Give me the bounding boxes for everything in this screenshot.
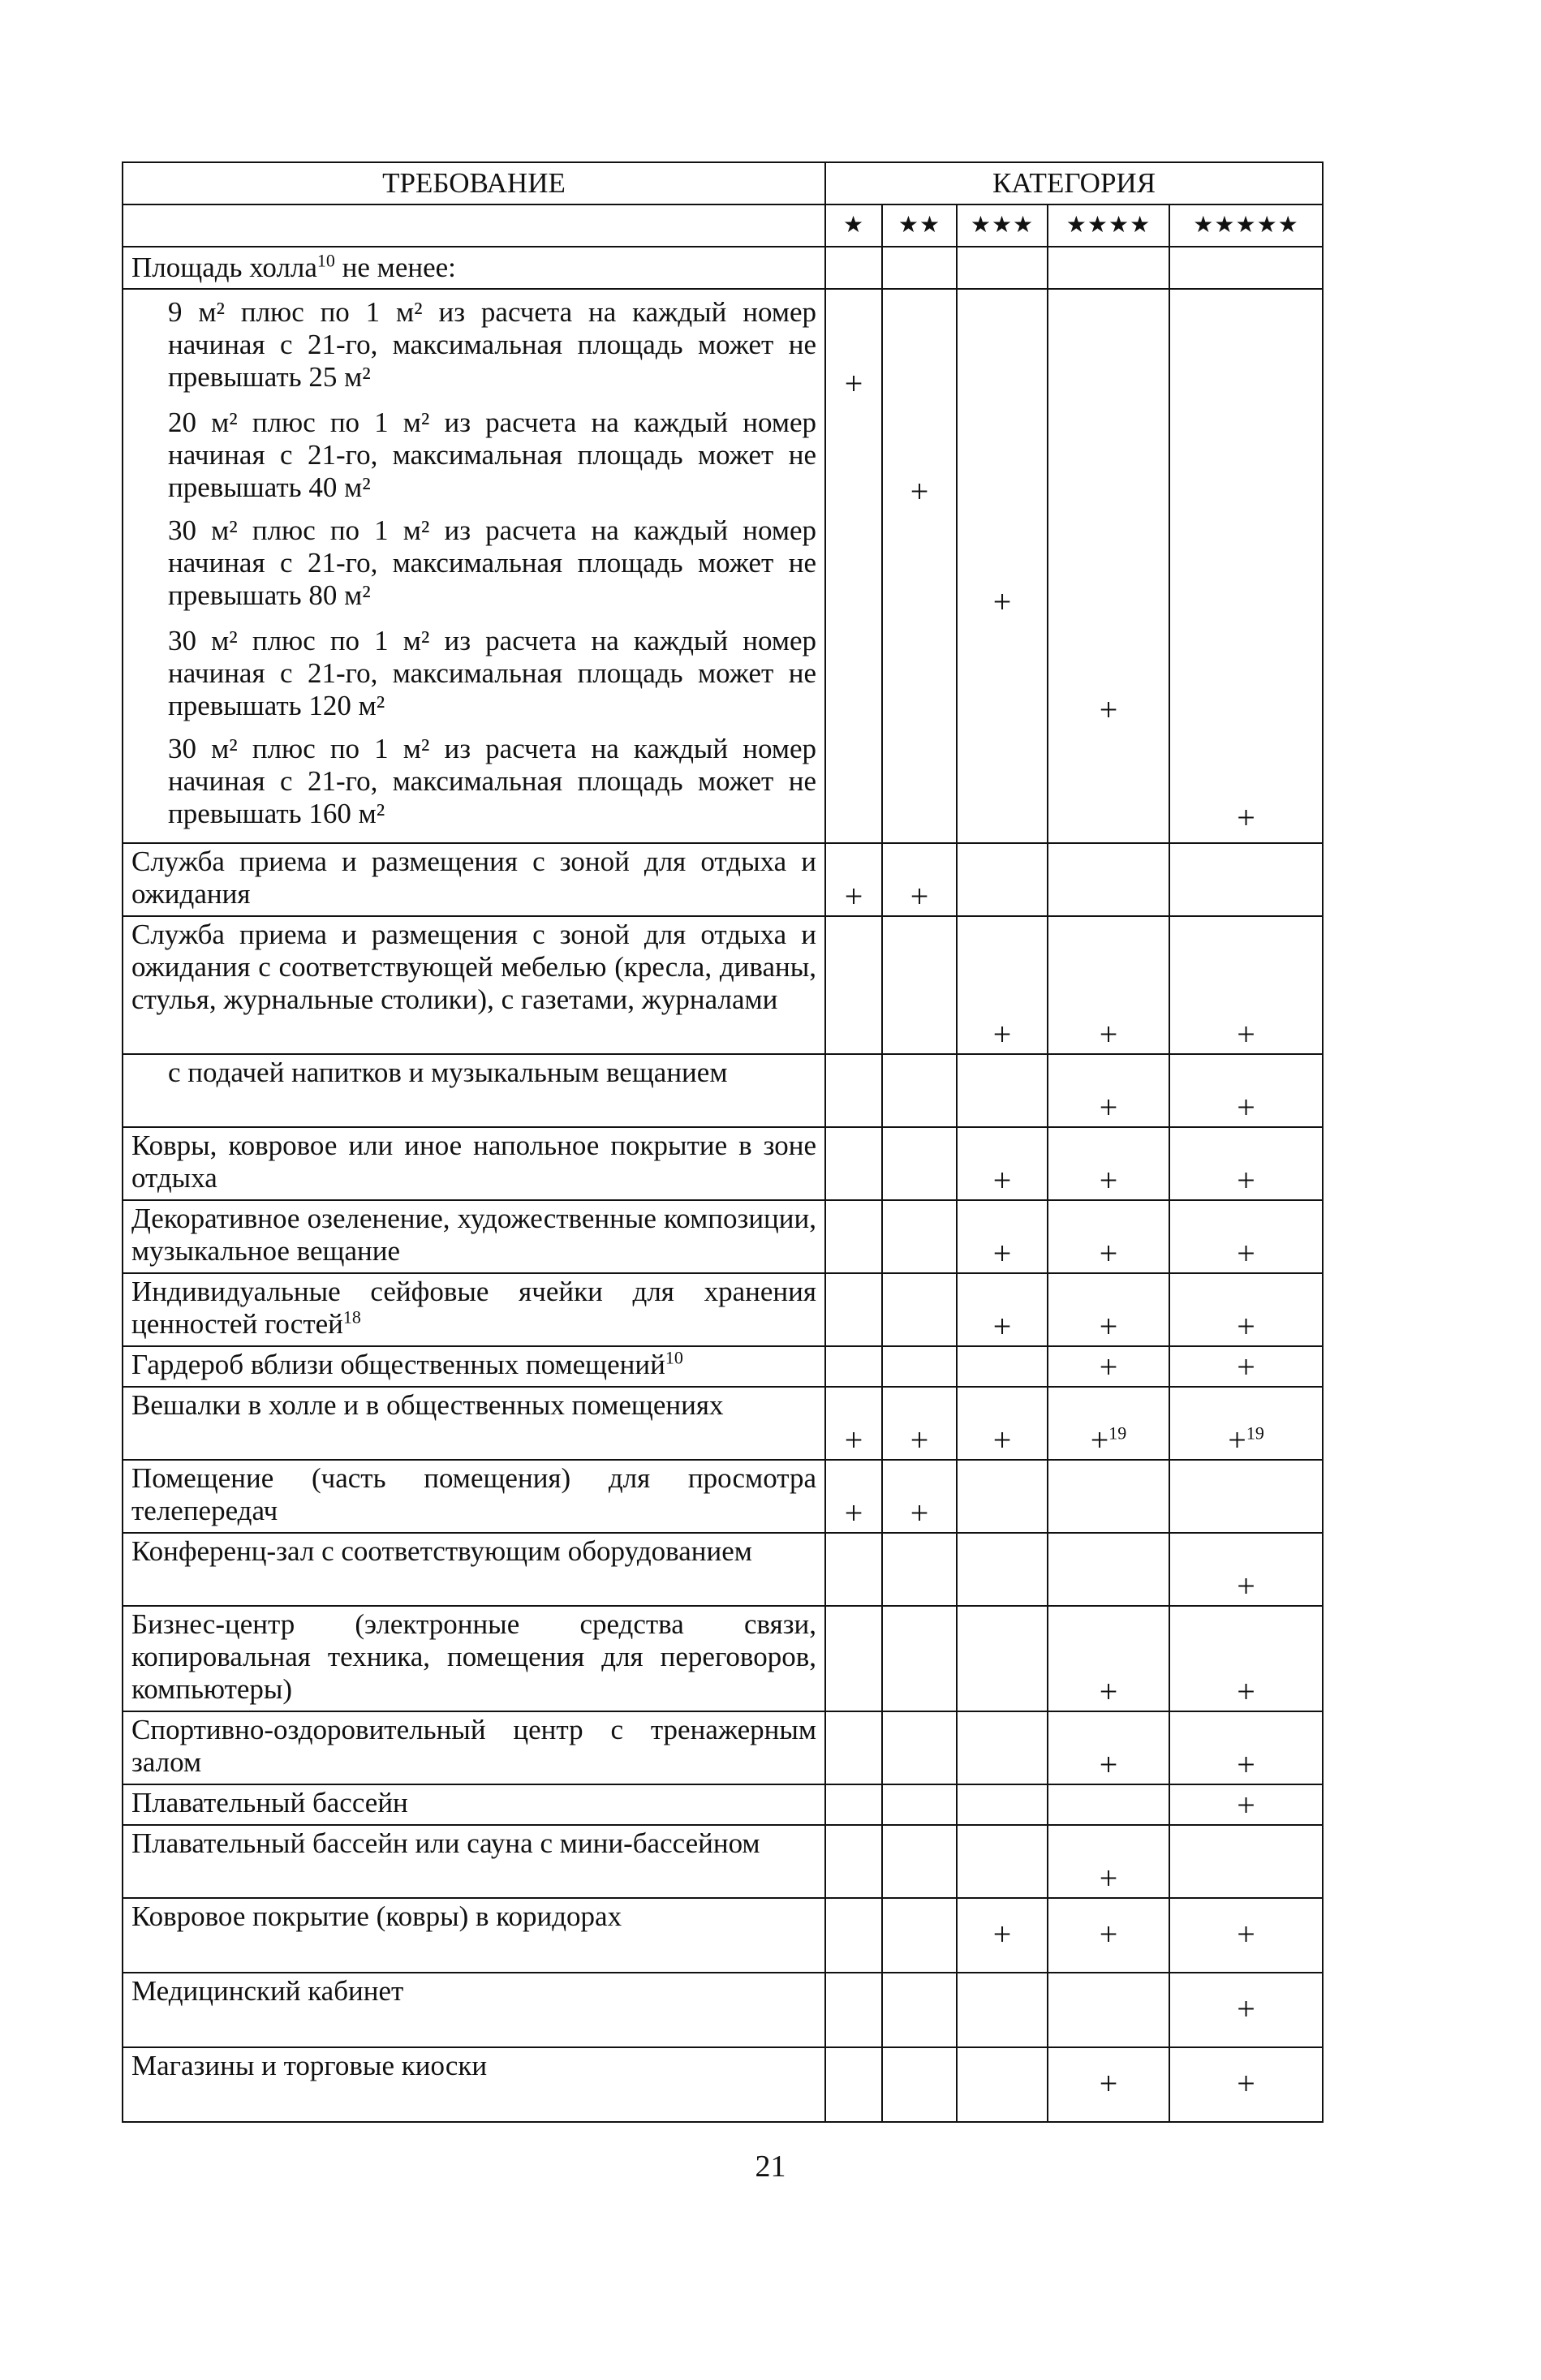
plus-mark: + xyxy=(1090,1422,1109,1458)
empty-cell xyxy=(825,1127,882,1200)
category-mark: + xyxy=(910,473,929,510)
empty-cell xyxy=(825,1973,882,2047)
empty-cell xyxy=(825,1200,882,1273)
requirement-cell xyxy=(123,2047,825,2122)
empty-cell xyxy=(825,2047,882,2122)
plus-mark: + xyxy=(1237,1746,1255,1783)
requirement-header: ТРЕБОВАНИЕ xyxy=(123,162,825,204)
category-mark xyxy=(882,1387,957,1460)
empty-cell xyxy=(1169,1460,1323,1533)
category-mark xyxy=(1048,1606,1169,1711)
empty-cell xyxy=(957,1460,1048,1533)
plus-mark: + xyxy=(1237,1235,1255,1272)
category-mark xyxy=(1169,916,1323,1054)
plus-mark: + xyxy=(1099,2064,1118,2102)
requirement-cell xyxy=(123,1533,825,1606)
plus-mark: + xyxy=(1099,1308,1118,1345)
requirement-cell xyxy=(123,1898,825,1973)
category-mark xyxy=(1169,1784,1323,1825)
category-mark: + xyxy=(1099,691,1118,728)
requirement-cell xyxy=(123,1387,825,1460)
category-mark xyxy=(1169,1533,1323,1606)
table-row xyxy=(123,1825,1323,1898)
category-mark xyxy=(1048,1711,1169,1784)
category-mark xyxy=(825,843,882,916)
category-mark xyxy=(1169,1200,1323,1273)
empty-cell xyxy=(1048,843,1169,916)
plus-mark: + xyxy=(1099,1860,1118,1896)
empty-cell xyxy=(825,1898,882,1973)
requirement-text: Служба приема и размещения с зоной для отдыха и ожидания с соответствующей мебелью (кресла, диваны, стулья, журнальные столики), с газетами, журналами xyxy=(131,919,816,1015)
category-mark xyxy=(1048,1825,1169,1898)
table-row xyxy=(123,2047,1323,2122)
table-row xyxy=(123,1387,1323,1460)
requirement-cell xyxy=(123,1606,825,1711)
empty-cell xyxy=(882,1127,957,1200)
category-mark xyxy=(825,1460,882,1533)
plus-mark: + xyxy=(1237,1568,1255,1604)
category-mark xyxy=(957,1387,1048,1460)
category-mark xyxy=(1169,1606,1323,1711)
hall-area-entry: 30 м² плюс по 1 м² из расчета на каждый номер начиная с 21-го, максимальная площадь может не превышать 80 м² xyxy=(168,514,816,611)
empty-cell xyxy=(825,1784,882,1825)
requirement-text: Магазины и торговые киоски xyxy=(131,2050,488,2081)
requirement-cell xyxy=(123,1460,825,1533)
hall-area-title-tail: не менее: xyxy=(334,252,456,283)
plus-mark: + xyxy=(992,1016,1012,1052)
category-mark xyxy=(1048,1127,1169,1200)
category-mark xyxy=(882,1460,957,1533)
category-mark xyxy=(882,843,957,916)
empty-cell xyxy=(957,1711,1048,1784)
plus-mark: + xyxy=(1237,1089,1255,1125)
empty-cell xyxy=(957,1533,1048,1606)
table-row xyxy=(123,843,1323,916)
table-row xyxy=(123,1973,1323,2047)
footnote-ref: 10 xyxy=(665,1347,683,1368)
requirement-text: Служба приема и размещения с зоной для отдыха и ожидания xyxy=(131,846,816,910)
table-row xyxy=(123,1606,1323,1711)
plus-mark: + xyxy=(992,1915,1012,1952)
empty-cell xyxy=(1048,247,1169,289)
requirement-cell xyxy=(123,1973,825,2047)
category-mark: + xyxy=(1237,799,1255,836)
requirement-text: Плавательный бассейн или сауна с мини-бассейном xyxy=(131,1827,760,1859)
category-mark xyxy=(1048,1273,1169,1346)
category-mark xyxy=(1169,2047,1323,2122)
empty-cell xyxy=(1169,247,1323,289)
category-mark xyxy=(1169,1898,1323,1973)
empty-cell xyxy=(957,1054,1048,1127)
empty-cell xyxy=(882,1898,957,1973)
requirement-cell xyxy=(123,1054,825,1127)
category-3-stars: ★★★ xyxy=(957,204,1048,247)
requirement-cell xyxy=(123,1784,825,1825)
empty-cell xyxy=(882,1200,957,1273)
empty-cell xyxy=(882,1346,957,1387)
empty-cell xyxy=(825,916,882,1054)
table-body xyxy=(123,247,1323,2122)
requirement-text: Помещение (часть помещения) для просмотра телепередач xyxy=(131,1462,816,1526)
category-mark xyxy=(1048,1387,1169,1460)
empty-cell xyxy=(957,1784,1048,1825)
requirement-cell xyxy=(123,1273,825,1346)
category-4-stars: ★★★★ xyxy=(1048,204,1169,247)
requirement-text: с подачей напитков и музыкальным вещанием xyxy=(168,1057,728,1088)
requirement-cell xyxy=(123,1127,825,1200)
plus-mark: + xyxy=(1237,1673,1255,1710)
requirement-text: Индивидуальные сейфовые ячейки для хранения ценностей гостей xyxy=(131,1276,816,1340)
category-mark xyxy=(825,1387,882,1460)
category-mark xyxy=(957,1200,1048,1273)
plus-mark: + xyxy=(910,878,929,915)
empty-cell xyxy=(825,1711,882,1784)
plus-mark: + xyxy=(1099,1673,1118,1710)
empty-cell xyxy=(825,1273,882,1346)
empty-cell xyxy=(882,1606,957,1711)
empty-cell xyxy=(1048,1973,1169,2047)
category-mark xyxy=(1169,1273,1323,1346)
requirement-text: Спортивно-оздоровительный центр с тренажерным залом xyxy=(131,1714,816,1778)
plus-mark: + xyxy=(1237,1915,1255,1952)
empty-cell xyxy=(825,247,882,289)
empty-cell xyxy=(882,1825,957,1898)
category-mark xyxy=(1048,1346,1169,1387)
requirement-text: Ковровое покрытие (ковры) в коридорах xyxy=(131,1900,622,1932)
hall-area-mark-column xyxy=(1169,289,1323,843)
footnote-ref: 18 xyxy=(342,1306,361,1328)
plus-mark: + xyxy=(910,1422,929,1458)
category-mark xyxy=(1048,2047,1169,2122)
category-mark xyxy=(957,916,1048,1054)
requirement-cell xyxy=(123,1200,825,1273)
plus-mark: + xyxy=(1237,1787,1255,1823)
table-row xyxy=(123,1898,1323,1973)
plus-mark: + xyxy=(1237,1990,1255,2027)
plus-mark: + xyxy=(1099,1746,1118,1783)
empty-cell xyxy=(825,1533,882,1606)
plus-mark: + xyxy=(1228,1422,1246,1458)
plus-mark: + xyxy=(1099,1915,1118,1952)
table-row xyxy=(123,1460,1323,1533)
hall-area-entries xyxy=(123,289,825,843)
table-row xyxy=(123,1200,1323,1273)
empty-cell xyxy=(882,1533,957,1606)
requirement-text: Декоративное озеленение, художественные композиции, музыкальное вещание xyxy=(131,1203,816,1267)
requirements-table xyxy=(122,161,1324,2123)
plus-mark: + xyxy=(1099,1162,1118,1199)
table-row xyxy=(123,1533,1323,1606)
plus-mark: + xyxy=(844,878,863,915)
plus-mark: + xyxy=(1099,1349,1118,1385)
empty-cell xyxy=(1048,1784,1169,1825)
empty-cell xyxy=(957,247,1048,289)
star-header-row xyxy=(123,204,1323,247)
hall-area-title-text: Площадь холла xyxy=(131,252,317,283)
plus-mark: + xyxy=(1099,1089,1118,1125)
empty-cell xyxy=(957,1973,1048,2047)
category-mark xyxy=(1048,1054,1169,1127)
footnote-ref: 19 xyxy=(1108,1422,1127,1444)
table-row xyxy=(123,1127,1323,1200)
plus-mark: + xyxy=(992,1422,1012,1458)
empty-cell xyxy=(1048,1460,1169,1533)
requirement-cell xyxy=(123,916,825,1054)
hall-area-title-row xyxy=(123,247,1323,289)
footnote-ref: 10 xyxy=(316,250,335,271)
hall-area-entry: 9 м² плюс по 1 м² из расчета на каждый номер начиная с 21-го, максимальная площадь может не превышать 25 м² xyxy=(168,296,816,393)
footnote-ref: 19 xyxy=(1246,1422,1264,1444)
table-row xyxy=(123,1346,1323,1387)
empty-cell xyxy=(957,1825,1048,1898)
plus-mark: + xyxy=(1237,1162,1255,1199)
category-5-stars: ★★★★★ xyxy=(1169,204,1323,247)
hall-area-mark-column xyxy=(882,289,957,843)
requirement-cell xyxy=(123,843,825,916)
hall-area-title xyxy=(123,247,825,289)
plus-mark: + xyxy=(1237,2064,1255,2102)
category-mark xyxy=(1169,1127,1323,1200)
category-1-star: ★ xyxy=(825,204,882,247)
category-mark xyxy=(1169,1711,1323,1784)
requirement-text: Конференц-зал с соответствующим оборудованием xyxy=(131,1535,752,1567)
category-mark: + xyxy=(992,583,1012,620)
category-mark xyxy=(1169,1387,1323,1460)
plus-mark: + xyxy=(910,1495,929,1531)
hall-area-entry: 30 м² плюс по 1 м² из расчета на каждый номер начиная с 21-го, максимальная площадь может не превышать 160 м² xyxy=(168,733,816,829)
category-mark xyxy=(1048,1898,1169,1973)
table-row xyxy=(123,1784,1323,1825)
hall-area-entry: 30 м² плюс по 1 м² из расчета на каждый номер начиная с 21-го, максимальная площадь может не превышать 120 м² xyxy=(168,625,816,721)
category-mark xyxy=(957,1127,1048,1200)
empty-cell xyxy=(825,1054,882,1127)
table-row xyxy=(123,1054,1323,1127)
hall-area-mark-column xyxy=(957,289,1048,843)
plus-mark: + xyxy=(992,1235,1012,1272)
empty-cell xyxy=(825,1346,882,1387)
table-row xyxy=(123,916,1323,1054)
category-mark xyxy=(1048,1200,1169,1273)
plus-mark: + xyxy=(992,1162,1012,1199)
empty-cell xyxy=(882,1711,957,1784)
hall-area-entries-row xyxy=(123,289,1323,843)
empty-cell xyxy=(1169,843,1323,916)
hall-area-entry: 20 м² плюс по 1 м² из расчета на каждый номер начиная с 21-го, максимальная площадь может не превышать 40 м² xyxy=(168,407,816,503)
plus-mark: + xyxy=(844,1495,863,1531)
page-number: 21 xyxy=(755,2150,786,2184)
empty-cell xyxy=(957,1606,1048,1711)
table-row xyxy=(123,1711,1323,1784)
table-row xyxy=(123,1273,1323,1346)
empty-cell xyxy=(882,1054,957,1127)
requirement-text: Ковры, ковровое или иное напольное покрытие в зоне отдыха xyxy=(131,1130,816,1194)
requirement-cell xyxy=(123,1711,825,1784)
plus-mark: + xyxy=(992,1308,1012,1345)
empty-cell xyxy=(882,247,957,289)
category-mark xyxy=(957,1273,1048,1346)
plus-mark: + xyxy=(1099,1235,1118,1272)
empty-cell xyxy=(957,2047,1048,2122)
category-header: КАТЕГОРИЯ xyxy=(825,162,1323,204)
hall-area-mark-column xyxy=(1048,289,1169,843)
requirement-text: Гардероб вблизи общественных помещений xyxy=(131,1349,665,1380)
category-mark xyxy=(1048,916,1169,1054)
requirement-text: Плавательный бассейн xyxy=(131,1787,408,1818)
category-mark xyxy=(1169,1346,1323,1387)
category-mark xyxy=(1169,1054,1323,1127)
empty-cell xyxy=(957,843,1048,916)
plus-mark: + xyxy=(1237,1308,1255,1345)
category-mark xyxy=(957,1898,1048,1973)
empty-header-cell xyxy=(123,204,825,247)
empty-cell xyxy=(957,1346,1048,1387)
requirement-cell xyxy=(123,1346,825,1387)
empty-cell xyxy=(825,1606,882,1711)
category-mark: + xyxy=(844,365,863,402)
hall-area-mark-column xyxy=(825,289,882,843)
empty-cell xyxy=(882,1273,957,1346)
requirement-text: Медицинский кабинет xyxy=(131,1975,404,2007)
empty-cell xyxy=(882,916,957,1054)
requirement-text: Вешалки в холле и в общественных помещениях xyxy=(131,1389,724,1421)
category-mark xyxy=(1169,1973,1323,2047)
empty-cell xyxy=(882,1973,957,2047)
empty-cell xyxy=(882,2047,957,2122)
requirement-text: Бизнес-центр (электронные средства связи, копировальная техника, помещения для переговоров, компьютеры) xyxy=(131,1608,816,1705)
empty-cell xyxy=(825,1825,882,1898)
plus-mark: + xyxy=(844,1422,863,1458)
header-row xyxy=(123,162,1323,204)
category-2-stars: ★★ xyxy=(882,204,957,247)
empty-cell xyxy=(1169,1825,1323,1898)
empty-cell xyxy=(882,1784,957,1825)
plus-mark: + xyxy=(1099,1016,1118,1052)
empty-cell xyxy=(1048,1533,1169,1606)
plus-mark: + xyxy=(1237,1349,1255,1385)
plus-mark: + xyxy=(1237,1016,1255,1052)
requirement-cell xyxy=(123,1825,825,1898)
